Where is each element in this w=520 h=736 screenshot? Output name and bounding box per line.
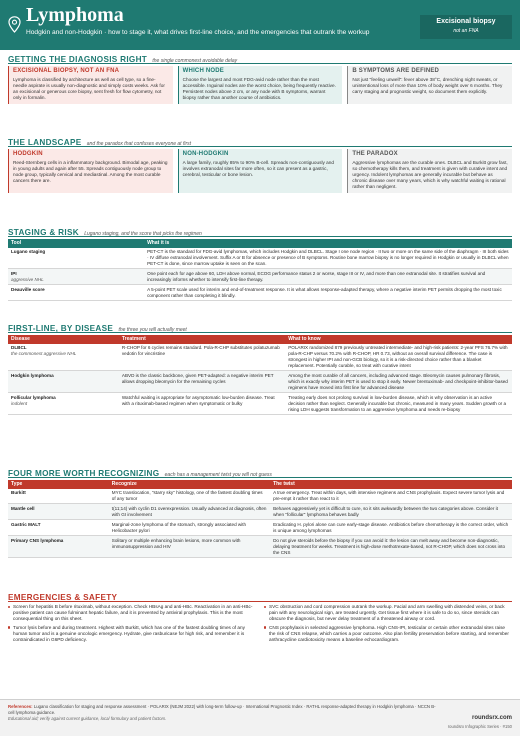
card-body: Aggressive lymphomas are the curable ones. DLBCL and Burkitt grow fast, so chemotherapy kills them, and treatment is given with curative intent and urgency. Indolent lymphomas are generally incurable but behave as chronic disease over many years, which is why watchful waiting is rational rather than negligent. [352,159,508,190]
section-header [8,469,512,478]
card-excisional-biopsy [8,66,173,104]
type-cell: Primary CNS lymphoma [8,536,109,558]
section-header [8,593,512,602]
treatment-cell: ABVD is the classic backbone, given PET-adapted: a negative interim PET allows dropping bleomycin for the remaining cycles [119,371,285,393]
disease-name: Hodgkin lymphoma [11,372,54,378]
section-title: FIRST-LINE, BY DISEASE [8,324,114,333]
section-title: THE LANDSCAPE [8,138,82,147]
location-pin-icon [8,16,21,33]
table-row [8,344,512,371]
section-recognizing [8,469,512,558]
emergency-columns [8,604,512,645]
section-subtitle: the three you will actually meet [118,327,187,333]
section-header [8,228,512,237]
footer [0,699,520,736]
twist-cell: Eradicating H. pylori alone can cure early-stage disease. Antibiotics before chemotherapy is the correct order, which is unique among lymphomas [270,520,512,536]
table-row [8,520,512,536]
type-cell: Mantle cell [8,504,109,520]
section-subtitle: and the paradox that confuses everyone at first [86,141,192,147]
card-title: B SYMPTOMS ARE DEFINED [352,68,440,74]
type-cell: Gastric MALT [8,520,109,536]
type-cell: Burkitt [8,489,109,504]
tool-name: Lugano staging [11,249,46,254]
description-cell: One point each for age above 60, LDH above normal, ECOG performance status 2 or worse, stage III or IV, and more than one extranodal site. It stratifies survival and increasingly informs whether to intensify first-line therapy. [144,269,512,285]
list-item: SVC obstruction and cord compression outrank the workup. Facial and arm swelling with distended veins, or back pain with any neurological sign, are treated urgently. Get tissue first where it is safe to do so, since steroids can obscure the diagnosis, but never delay treatment of a threatened airway or cord. [264,604,512,623]
card-which-node [178,66,343,104]
table-row [8,371,512,393]
page-title: Lymphoma [26,4,124,26]
recognizing-table [8,480,512,558]
column-header: Treatment [119,335,285,344]
disease-note: indolent [11,400,28,406]
column-header: Disease [8,335,119,344]
table-row [8,536,512,558]
table-row [8,285,512,301]
recognize-cell: MYC translocation, "starry sky" histology, one of the fastest doubling times of any tumor [109,489,270,504]
card-title: HODGKIN [13,151,43,157]
column-header: What to know [285,335,512,344]
card-paradox [347,149,512,193]
disease-note: the commonest aggressive NHL [11,350,77,356]
section-header [8,138,512,147]
twist-cell: Behaves aggressively yet is difficult to cure, so it sits awkwardly between the two categories above. Consider it when "follicular" lymphoma behaves badly [270,504,512,520]
card-hodgkin [8,149,173,193]
list-item: Screen for hepatitis B before rituximab, without exception. Check HBsAg and anti-HBc. Reactivation in an anti-HBc-positive patient can cause fulminant hepatic failure, and it is prevented by antiviral prophylaxis. This is the most consequential thing on this sheet. [8,604,256,623]
section-title: FOUR MORE WORTH RECOGNIZING [8,469,160,478]
disease-name: Follicular lymphoma [11,394,56,400]
know-cell: POLARIX randomized 879 previously untreated intermediate- and high-risk patients: 2-year PFS 76.7% with pola-R-CHP versus 70.2% with R-CHOP, HR 0.73, without an overall survival difference. The case is strongest in higher IPI and non-GCB biology, so it is a risk-directed choice rather than a blanket replacement. Potentially curable, so treat with curative intent [285,344,512,371]
table-row [8,504,512,520]
card-non-hodgkin [178,149,343,193]
landscape-cards [8,149,512,193]
emergency-column-left [8,604,256,645]
badge-subtitle: not an FNA [453,27,479,34]
recognize-cell: t(11;14) with cyclin D1 overexpression. Usually advanced at diagnosis, often with GI involvement [109,504,270,520]
emergency-column-right [264,604,512,645]
staging-table [8,239,512,301]
first-line-table [8,335,512,415]
column-header: The twist [270,480,512,489]
section-header [8,324,512,333]
section-subtitle: Lugano staging, and the score that picks the regimen [84,231,202,237]
description-cell: A 5-point PET scale used for interim and end-of-treatment response. It is what allows response-adapted therapy, where a negative interim PET permits dropping the most toxic component rather than completing it blindly. [144,285,512,301]
section-landscape [8,138,512,193]
section-staging [8,228,512,301]
treatment-cell: Watchful waiting is appropriate for asymptomatic low-burden disease. Treat with a rituximab-based regimen when symptomatic or bulky [119,393,285,415]
twist-cell: Do not give steroids before the biopsy if you can avoid it: the lesion can melt away and become non-diagnostic, delaying treatment for weeks. Treatment is high-dose methotrexate-based, not R-CHOP, which does not cross into the CNS [270,536,512,558]
description-cell: PET-CT is the standard for FDG-avid lymphomas, which includes Hodgkin and DLBCL. Stage I one node region · II two or more on the same side of the diaphragm · III both sides · IV diffuse extranodal involvement. Suffix A or B for absence or presence of B symptoms. Routine bone marrow biopsy is no longer required in Hodgkin or usually in DLBCL when PET-CT is done, since marrow uptake is seen on the scan. [144,248,512,269]
disease-name: DLBCL [11,345,27,350]
table-row [8,248,512,269]
treatment-cell: R-CHOP for 6 cycles remains standard. Pola-R-CHP substitutes polatuzumab vedotin for vincristine [119,344,285,371]
card-title: THE PARADOX [352,151,398,157]
card-b-symptoms [347,66,512,104]
section-title: GETTING THE DIAGNOSIS RIGHT [8,55,148,64]
section-header [8,55,512,64]
disease-cell [8,371,119,393]
recognize-cell: Solitary or multiple enhancing brain lesions, more common with immunosuppression and HIV [109,536,270,558]
disclaimer: Educational aid; verify against current guidance, local formulary and patient factors. [8,716,167,722]
column-header: What it is [144,239,512,248]
tool-cell [8,269,144,285]
table-row [8,269,512,285]
page-subtitle: Hodgkin and non-Hodgkin · how to stage it, what drives first-line choice, and the emergencies that outrank the workup [26,29,370,36]
column-header: Type [8,480,109,489]
site-link[interactable]: roundsrx.com [471,715,512,721]
references-label: References: [8,704,33,709]
column-header: Recognize [109,480,270,489]
card-title: EXCISIONAL BIOPSY, NOT AN FNA [13,68,120,74]
disease-cell [8,393,119,415]
disease-cell [8,344,119,371]
card-body: A large family, roughly 85% to 90% B-cell. Spreads non-contiguously and involves extranodal sites far more often, so it can present as a gastric, cerebral, testicular or bone lesion. [182,159,334,178]
card-title: WHICH NODE [182,68,225,74]
recognize-cell: Marginal-zone lymphoma of the stomach, strongly associated with Helicobacter pylori [109,520,270,536]
table-row [8,393,512,415]
tool-cell [8,285,144,301]
badge-title: Excisional biopsy [436,18,496,25]
references [8,704,438,722]
column-header: Tool [8,239,144,248]
section-subtitle: each has a management twist you will not guess [164,472,272,478]
card-body: Reed-Sternberg cells in a inflammatory background. Bimodal age, peaking in young adults and again after 55. Spreads contiguously node group to node group, typically cervical and mediastinal. Among the most curable cancers there are. [13,159,168,184]
know-cell: Among the most curable of all cancers, including advanced stage. Bleomycin causes pulmonary fibrosis, which is exactly why interim PET is used to stop it early. Newer brentuximab- and checkpoint-inhibitor-based regimens have moved into first line for advanced disease [285,371,512,393]
know-cell: Treating early does not prolong survival in low-burden disease, which is why observation is an active decision rather than neglect. Generally incurable but chronic, measured in many years. Sudden growth or a rising LDH suggests transformation to an aggressive lymphoma and needs re-biopsy [285,393,512,415]
section-title: STAGING & RISK [8,228,79,237]
header-banner [0,0,520,50]
key-point-badge [420,15,512,39]
tool-note: aggressive NHL [11,276,44,282]
list-item: Tumor lysis before and during treatment. Highest with Burkitt, which has one of the fastest doubling times of any human tumor and is a genuine oncologic emergency. Hydrate, give rasburicase for high risk, and remember it is contraindicated in G6PD deficiency. [8,625,256,644]
section-emergencies [8,593,512,645]
diagnosis-cards [8,66,512,104]
tool-cell [8,248,144,269]
section-first-line [8,324,512,415]
card-body: Not just "feeling unwell": fever above 38°C, drenching night sweats, or unintentional loss of more than 10% of body weight over 6 months. They carry staging and prognostic weight, so document them explicitly. [352,76,503,95]
card-title: NON-HODGKIN [182,151,229,157]
tool-name: Deauville score [11,286,45,292]
section-subtitle: the single commonest avoidable delay [152,58,238,64]
twist-cell: A true emergency. Treat within days, with intensive regimens and CNS prophylaxis. Expect severe tumor lysis and pre-empt it rather than react to it [270,489,512,504]
card-body: Lymphoma is classified by architecture as well as cell type, so a fine-needle aspirate is usually non-diagnostic and simply costs weeks. Ask for an excisional or generous core biopsy, sent fresh for flow cytometry, not only in formalin. [13,76,165,101]
tool-name: IPI [11,270,17,276]
card-body: Choose the largest and most FDG-avid node rather than the most accessible. Inguinal nodes are the worst choice, being frequently reactive. Persistent nodes above 2 cm, or any node with B symptoms, warrant biopsy rather than another course of antibiotics. [182,76,336,101]
table-row [8,489,512,504]
section-diagnosis [8,55,512,104]
list-item: CNS prophylaxis in selected aggressive lymphoma. High CNS-IPI, testicular or certain other extranodal sites raise the risk of CNS relapse, which carries a poor outcome. Also plan fertility preservation before starting, and remember anthracycline cardiotoxicity means a baseline echocardiogram. [264,625,512,644]
references-text: Lugano classification for staging and response assessment · POLARIX (NEJM 2022) with long-term follow-up · International Prognostic Index · RATHL response-adapted therapy in Hodgkin lymphoma · NCCN B-cell lymphoma guidance. [8,704,436,716]
section-title: EMERGENCIES & SAFETY [8,593,118,602]
series-label: roundsrx Infographic Series · #150 [447,724,512,729]
